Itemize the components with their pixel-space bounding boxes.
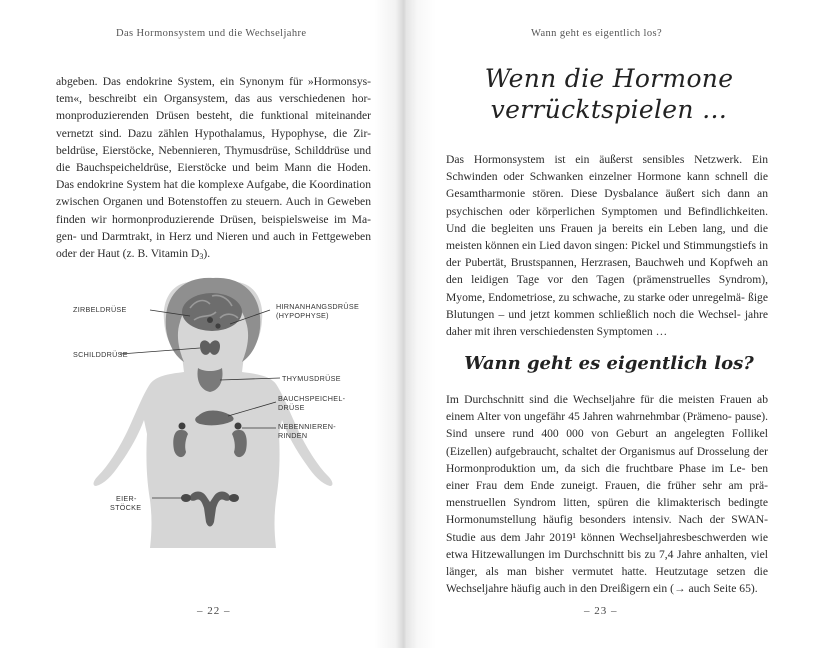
label-zirbeldruese: ZIRBELDRÜSE — [73, 305, 127, 314]
subscript: 3 — [199, 252, 204, 262]
intro-line: Und die begleiten uns Frauen ja bereits ein Leben lang, und die — [446, 221, 768, 235]
pituitary-gland — [215, 323, 220, 328]
adrenal-right — [235, 423, 242, 430]
running-head-left: Das Hormonsystem und die Wechseljahre — [116, 28, 307, 39]
intro-line: an den leidigen Tage vor den Tagen (prämenstruelles Syndrom), — [446, 256, 768, 287]
left-body-line: finden wir hormonproduzierende Drüsen, beispielsweise im Ma- — [56, 212, 371, 226]
left-body-line: tem«, beschreibt ein Organsystem, das aus verschiedenen hor- — [56, 92, 371, 106]
label-hirnanhangsdruese: HIRNANHANGSDRÜSE — [276, 302, 360, 311]
label-bauchspeicheldruese: BAUCHSPEICHEL- — [278, 394, 346, 403]
left-page — [0, 0, 400, 648]
section-line: ben einer Frau dem Ende zuneigt. Frauen, die früher sehr am prä- — [446, 461, 769, 493]
section-paragraph — [446, 391, 768, 597]
adrenal-left — [179, 423, 186, 430]
intro-line: Schwinden oder Schwanken einzelner Hormone kann schnell die — [446, 170, 768, 184]
chapter-title-line: verrücktspielen … — [490, 95, 728, 124]
intro-line: psychischen oder körperlichen Symptomen und Befindlichkeiten. — [446, 204, 768, 218]
intro-line: Myome, Endometriose, zu schwache, zu starke oder unregelmä- — [446, 290, 745, 304]
section-line: menstruellen Syndrom litten, spüren die klimakterisch bedingte — [446, 496, 768, 510]
intro-line: Gesamtharmonie stören. Diese Dysbalance äußert sich dann an — [446, 187, 768, 201]
section-line: Wechseljahre häufig auch in den Dreißigern ein (→ auch Seite 65). — [446, 582, 758, 596]
left-body-line: zwischen Organen und Botenstoffen zu steuern. Auch in Geweben — [56, 195, 371, 209]
label-bauchspeicheldruese-2: DRÜSE — [278, 403, 305, 412]
left-body-line: oder der Haut (z. B. Vitamin D — [56, 247, 200, 261]
chapter-title-line: Wenn die Hormone — [484, 64, 734, 93]
intro-line: Das Hormonsystem ist ein äußerst sensibles Netzwerk. Ein — [446, 153, 768, 166]
section-heading: Wann geht es eigentlich los? — [464, 353, 754, 374]
label-nebennierenrinden: NEBENNIEREN- — [278, 422, 336, 431]
section-line: ab einem Alter von ungefähr 45 Jahren wahrnehmbar (Prämeno- — [446, 393, 768, 424]
page-number-left: – 22 – — [197, 605, 231, 617]
left-body-line: vernetzt sind. Dazu zählen Hypothalamus, Hypophyse, die Zir- — [56, 126, 371, 140]
left-body-line: gen- und Darmtrakt, in Herz und Nieren und auch in Fettgeweben — [56, 229, 371, 243]
intro-line: jahre daher mit ihren verschiedensten Symptomen … — [446, 307, 768, 339]
label-eierstoecke-2: STÖCKE — [110, 503, 142, 512]
section-line: Hormonumstellung häufig besonders intensiv. Nach der SWAN- — [446, 513, 768, 527]
left-body-end: ). — [203, 247, 211, 261]
endocrine-system-figure — [60, 268, 360, 548]
left-body-line: beldrüse, Eierstöcke, Nebennieren, Thymusdrüse, Schilddrüse und — [56, 143, 371, 157]
label-eierstoecke: EIER- — [116, 494, 137, 503]
section-line: (Eizellen) aufgebraucht, schaltet der Organismus auf Drosselung — [446, 444, 750, 458]
section-line: pause). Sind unsere rund 400 000 von Geburt an angelegten Follikel — [446, 410, 768, 441]
pineal-gland — [207, 317, 213, 323]
label-thymusdruese: THYMUSDRÜSE — [282, 374, 341, 383]
section-line: viel länger, als man bisher vermutet hatte. Heutzutage setzen die — [446, 547, 768, 579]
right-page — [404, 0, 813, 648]
intro-line: meisten können ein Lied davon singen: Pickel und Stimmungstiefs — [446, 239, 757, 253]
section-line: der Hormonproduktion um, da sich die fruchtbare Phase im Le- — [446, 444, 769, 475]
left-body-line: monproduzierenden Drüsen besteht, die funktional miteinander — [56, 109, 371, 123]
left-body-line: Das endokrine System hat die komplexe Aufgabe, die Koordination — [56, 178, 371, 192]
intro-line: in der Pubertät, Brustspannen, Herzrasen, Bauchweh und Kopfweh — [446, 239, 768, 270]
intro-line: ßige Blutungen – und jetzt kommen schließlich noch die Wechsel- — [446, 290, 768, 321]
section-line: Studie aus dem Jahr 2019¹ können Wechseljahresbeschwerden wie — [446, 530, 768, 544]
left-body-text — [56, 73, 371, 265]
ovary-right — [229, 494, 239, 502]
brain-shape — [182, 293, 242, 331]
intro-paragraph — [446, 151, 768, 340]
running-head-right: Wann geht es eigentlich los? — [531, 28, 663, 39]
label-hypophyse: (HYPOPHYSE) — [276, 311, 329, 320]
page-number-right: – 23 – — [584, 605, 618, 617]
left-body-line: die Bauchspeicheldrüse, Eierstöcke und beim Mann die Hoden. — [56, 161, 371, 175]
label-nebennierenrinden-2: RINDEN — [278, 431, 308, 440]
chapter-title — [434, 63, 784, 125]
ovary-left — [181, 494, 191, 502]
section-line: Im Durchschnitt sind die Wechseljahre für die meisten Frauen — [446, 393, 752, 406]
label-schilddruese: SCHILDDRÜSE — [73, 350, 128, 359]
section-line: etwa Hitzewallungen im Durchschnitt bis zu 7,4 Jahre anhalten, — [446, 547, 748, 561]
left-body-line: abgeben. Das endokrine System, ein Synonym für »Hormonsys- — [56, 75, 371, 88]
